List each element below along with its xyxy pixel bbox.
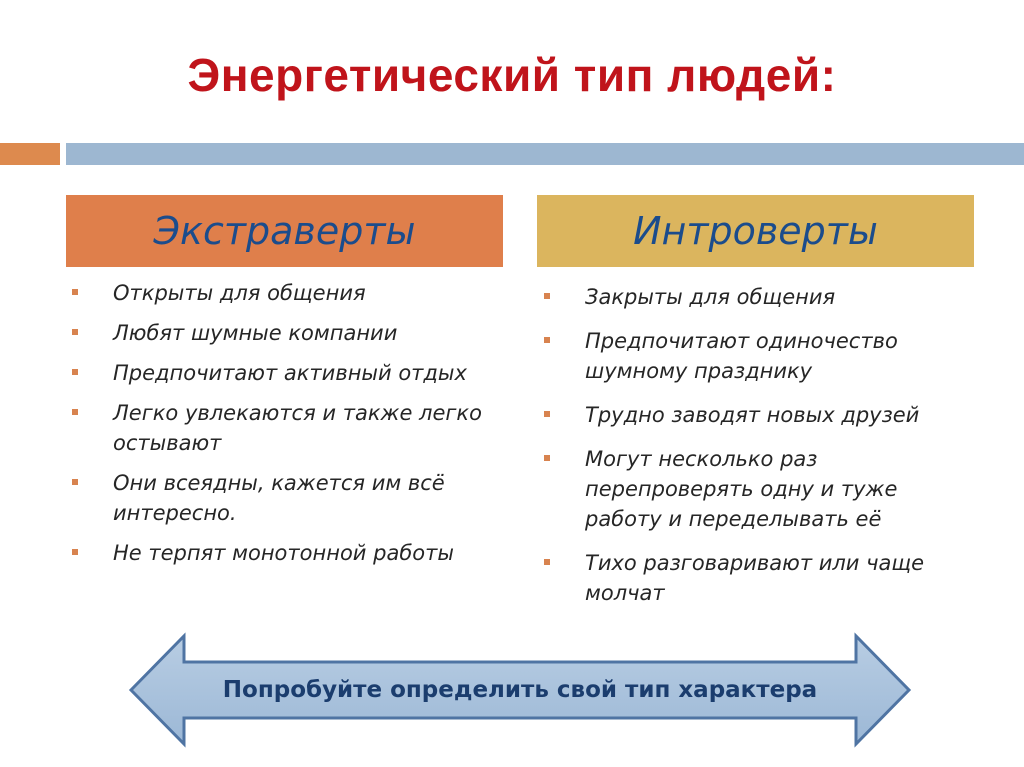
list-item [70, 358, 490, 388]
square-bullet-icon [72, 409, 78, 415]
square-bullet-icon [544, 293, 550, 299]
list-item [542, 282, 972, 312]
list-item-text: Могут несколько раз перепроверять одну и туже работу и переделывать её [585, 447, 898, 531]
list-item-text: Трудно заводят новых друзей [585, 403, 920, 427]
list-item-text: Закрыты для общения [585, 285, 836, 309]
extraverts-list [70, 278, 490, 578]
list-item [70, 278, 490, 308]
list-item-text: Открыты для общения [113, 281, 366, 305]
square-bullet-icon [72, 479, 78, 485]
square-bullet-icon [72, 549, 78, 555]
list-item [542, 548, 972, 608]
list-item-text: Любят шумные компании [113, 321, 398, 345]
title-accent-blue-bar [66, 143, 1024, 165]
square-bullet-icon [544, 455, 550, 461]
list-item [70, 468, 490, 528]
list-item-text: Они всеядны, кажется им всё интересно. [113, 471, 445, 525]
arrow-caption-text: Попробуйте определить свой тип характера [222, 677, 818, 703]
extraverts-header-label: Экстраверты [153, 209, 416, 253]
square-bullet-icon [72, 289, 78, 295]
square-bullet-icon [544, 411, 550, 417]
list-item-text: Тихо разговаривают или чаще молчат [585, 551, 925, 605]
double-arrow-banner [128, 632, 912, 748]
square-bullet-icon [544, 559, 550, 565]
slide-title: Энергетический тип людей: [187, 49, 837, 101]
introverts-header-label: Интроверты [633, 209, 878, 253]
list-item [542, 444, 972, 534]
list-item-text: Легко увлекаются и также легко остывают [113, 401, 482, 455]
list-item [70, 398, 490, 458]
square-bullet-icon [72, 369, 78, 375]
list-item-text: Предпочитают активный отдых [113, 361, 467, 385]
introverts-list [542, 282, 972, 622]
introverts-header [537, 195, 974, 267]
list-item [542, 326, 972, 386]
arrow-caption [128, 632, 912, 748]
extraverts-header [66, 195, 503, 267]
list-item [70, 318, 490, 348]
square-bullet-icon [544, 337, 550, 343]
title-accent-orange-bar [0, 143, 60, 165]
list-item [70, 538, 490, 568]
list-item-text: Не терпят монотонной работы [113, 541, 454, 565]
list-item [542, 400, 972, 430]
list-item-text: Предпочитают одиночество шумному празднику [585, 329, 898, 383]
square-bullet-icon [72, 329, 78, 335]
